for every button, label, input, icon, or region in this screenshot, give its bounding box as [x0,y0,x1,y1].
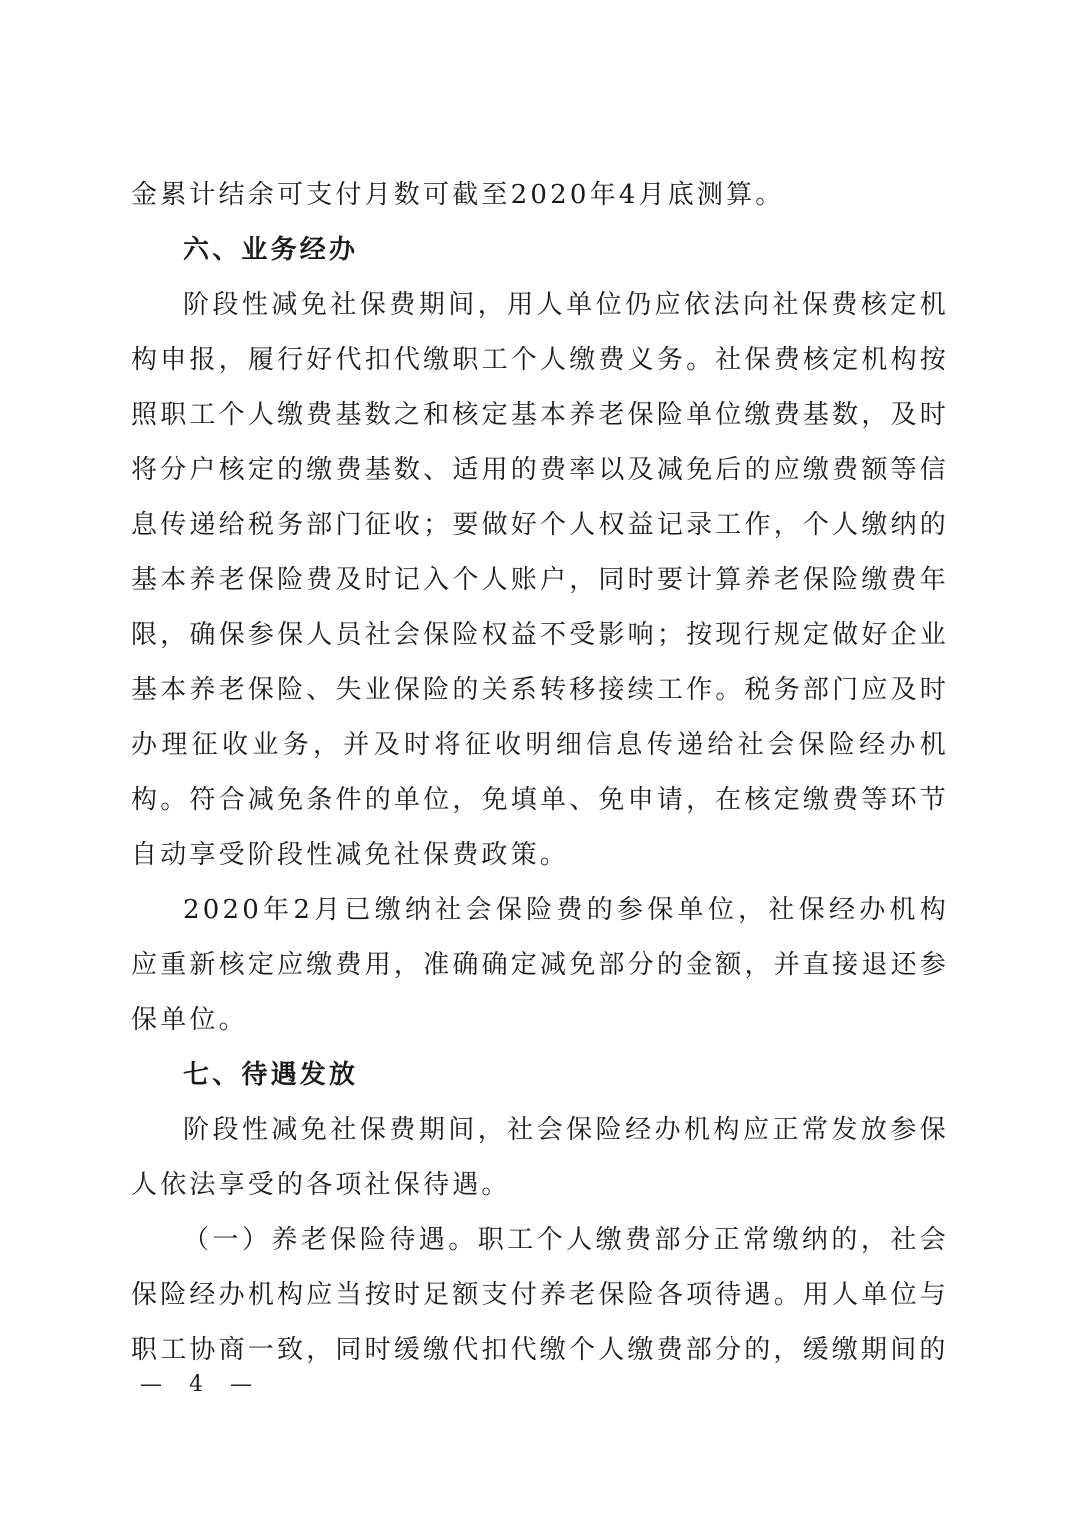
page-number: — 4 — [140,1372,262,1397]
paragraph-business-handling-2: 2020年2月已缴纳社会保险费的参保单位，社保经办机构应重新核定应缴费用，准确确定减免部分的金额，并直接退还参保单位。 [131,895,949,1035]
continuation-line: 金累计结余可支付月数可截至2020年4月底测算。 [131,180,785,210]
section-heading-business-handling: 六、业务经办 [183,235,359,265]
section-heading-benefit-payment: 七、待遇发放 [183,1060,359,1090]
paragraph-benefit-payment-2: （一）养老保险待遇。职工个人缴费部分正常缴纳的，社会保险经办机构应当按时足额支付养老保险各项待遇。用人单位与职工协商一致，同时缓缴代扣代缴个人缴费部分的，缓缴期间的 [131,1225,949,1365]
paragraph-benefit-payment-1: 阶段性减免社保费期间，社会保险经办机构应正常发放参保人依法享受的各项社保待遇。 [131,1115,949,1200]
document-body [131,168,949,1378]
paragraph-business-handling-1: 阶段性减免社保费期间，用人单位仍应依法向社保费核定机构申报，履行好代扣代缴职工个人缴费义务。社保费核定机构按照职工个人缴费基数之和核定基本养老保险单位缴费基数，及时将分户核定的缴费基数、适用的费率以及减免后的应缴费额等信息传递给税务部门征收；要做好个人权益记录工作，个人缴纳的基本养老保险费及时记入个人账户，同时要计算养老保险缴费年限，确保参保人员社会保险权益不受影响；按现行规定做好企业基本养老保险、失业保险的关系转移接续工作。税务部门应及时办理征收业务，并及时将征收明细信息传递给社会保险经办机构。符合减免条件的单位，免填单、免申请，在核定缴费等环节自动享受阶段性减免社保费政策。 [131,290,949,870]
